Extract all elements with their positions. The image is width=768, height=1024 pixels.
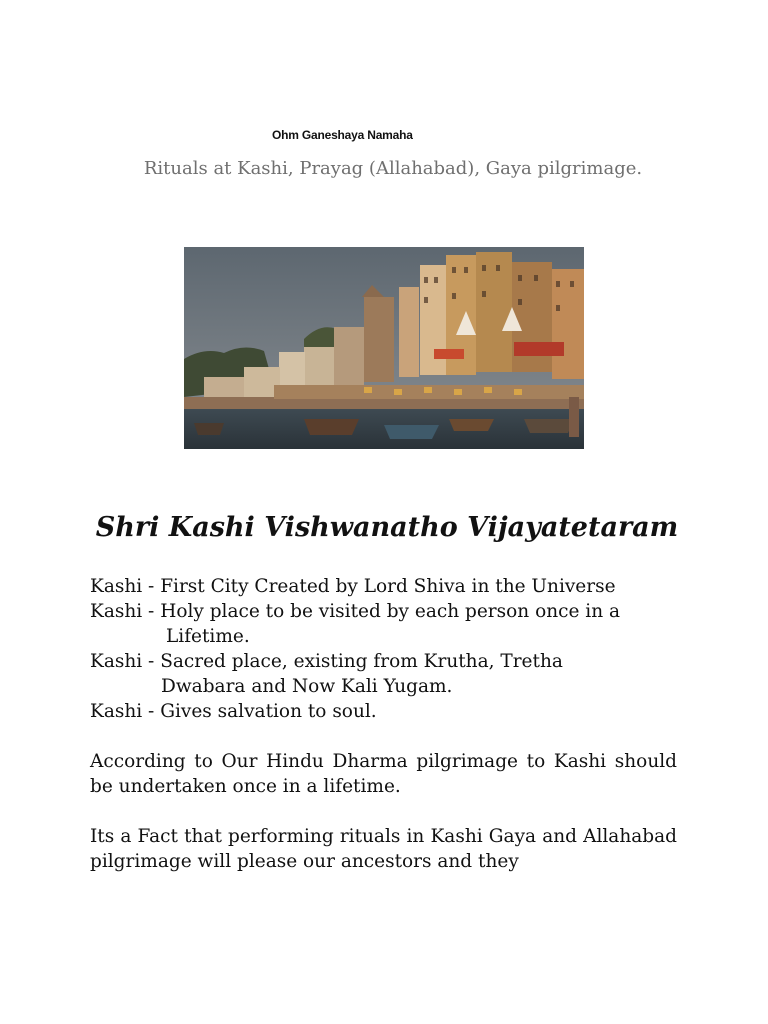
varanasi-ghats-photo — [184, 247, 584, 449]
list-item: Kashi - Holy place to be visited by each person once in a — [90, 601, 621, 622]
list-item-continuation: Dwabara and Now Kali Yugam. — [161, 676, 453, 697]
paragraph-pilgrimage: According to Our Hindu Dharma pilgrimage to Kashi should be undertaken once in a lifetime. — [90, 751, 677, 797]
list-item: Kashi - Gives salvation to soul. — [90, 701, 377, 722]
list-item-continuation: Lifetime. — [166, 626, 250, 647]
paragraph-rituals: Its a Fact that performing rituals in Kashi Gaya and Allahabad pilgrimage will please our ancestors and they — [90, 826, 677, 872]
main-heading: Shri Kashi Vishwanatho Vijayatetaram — [95, 512, 679, 543]
list-item: Kashi - Sacred place, existing from Krutha, Tretha — [90, 651, 563, 672]
document-subtitle: Rituals at Kashi, Prayag (Allahabad), Gaya pilgrimage. — [143, 158, 643, 179]
list-item: Kashi - First City Created by Lord Shiva in the Universe — [90, 576, 616, 597]
kashi-points-list — [90, 574, 690, 724]
invocation-line: Ohm Ganeshaya Namaha — [272, 128, 413, 142]
